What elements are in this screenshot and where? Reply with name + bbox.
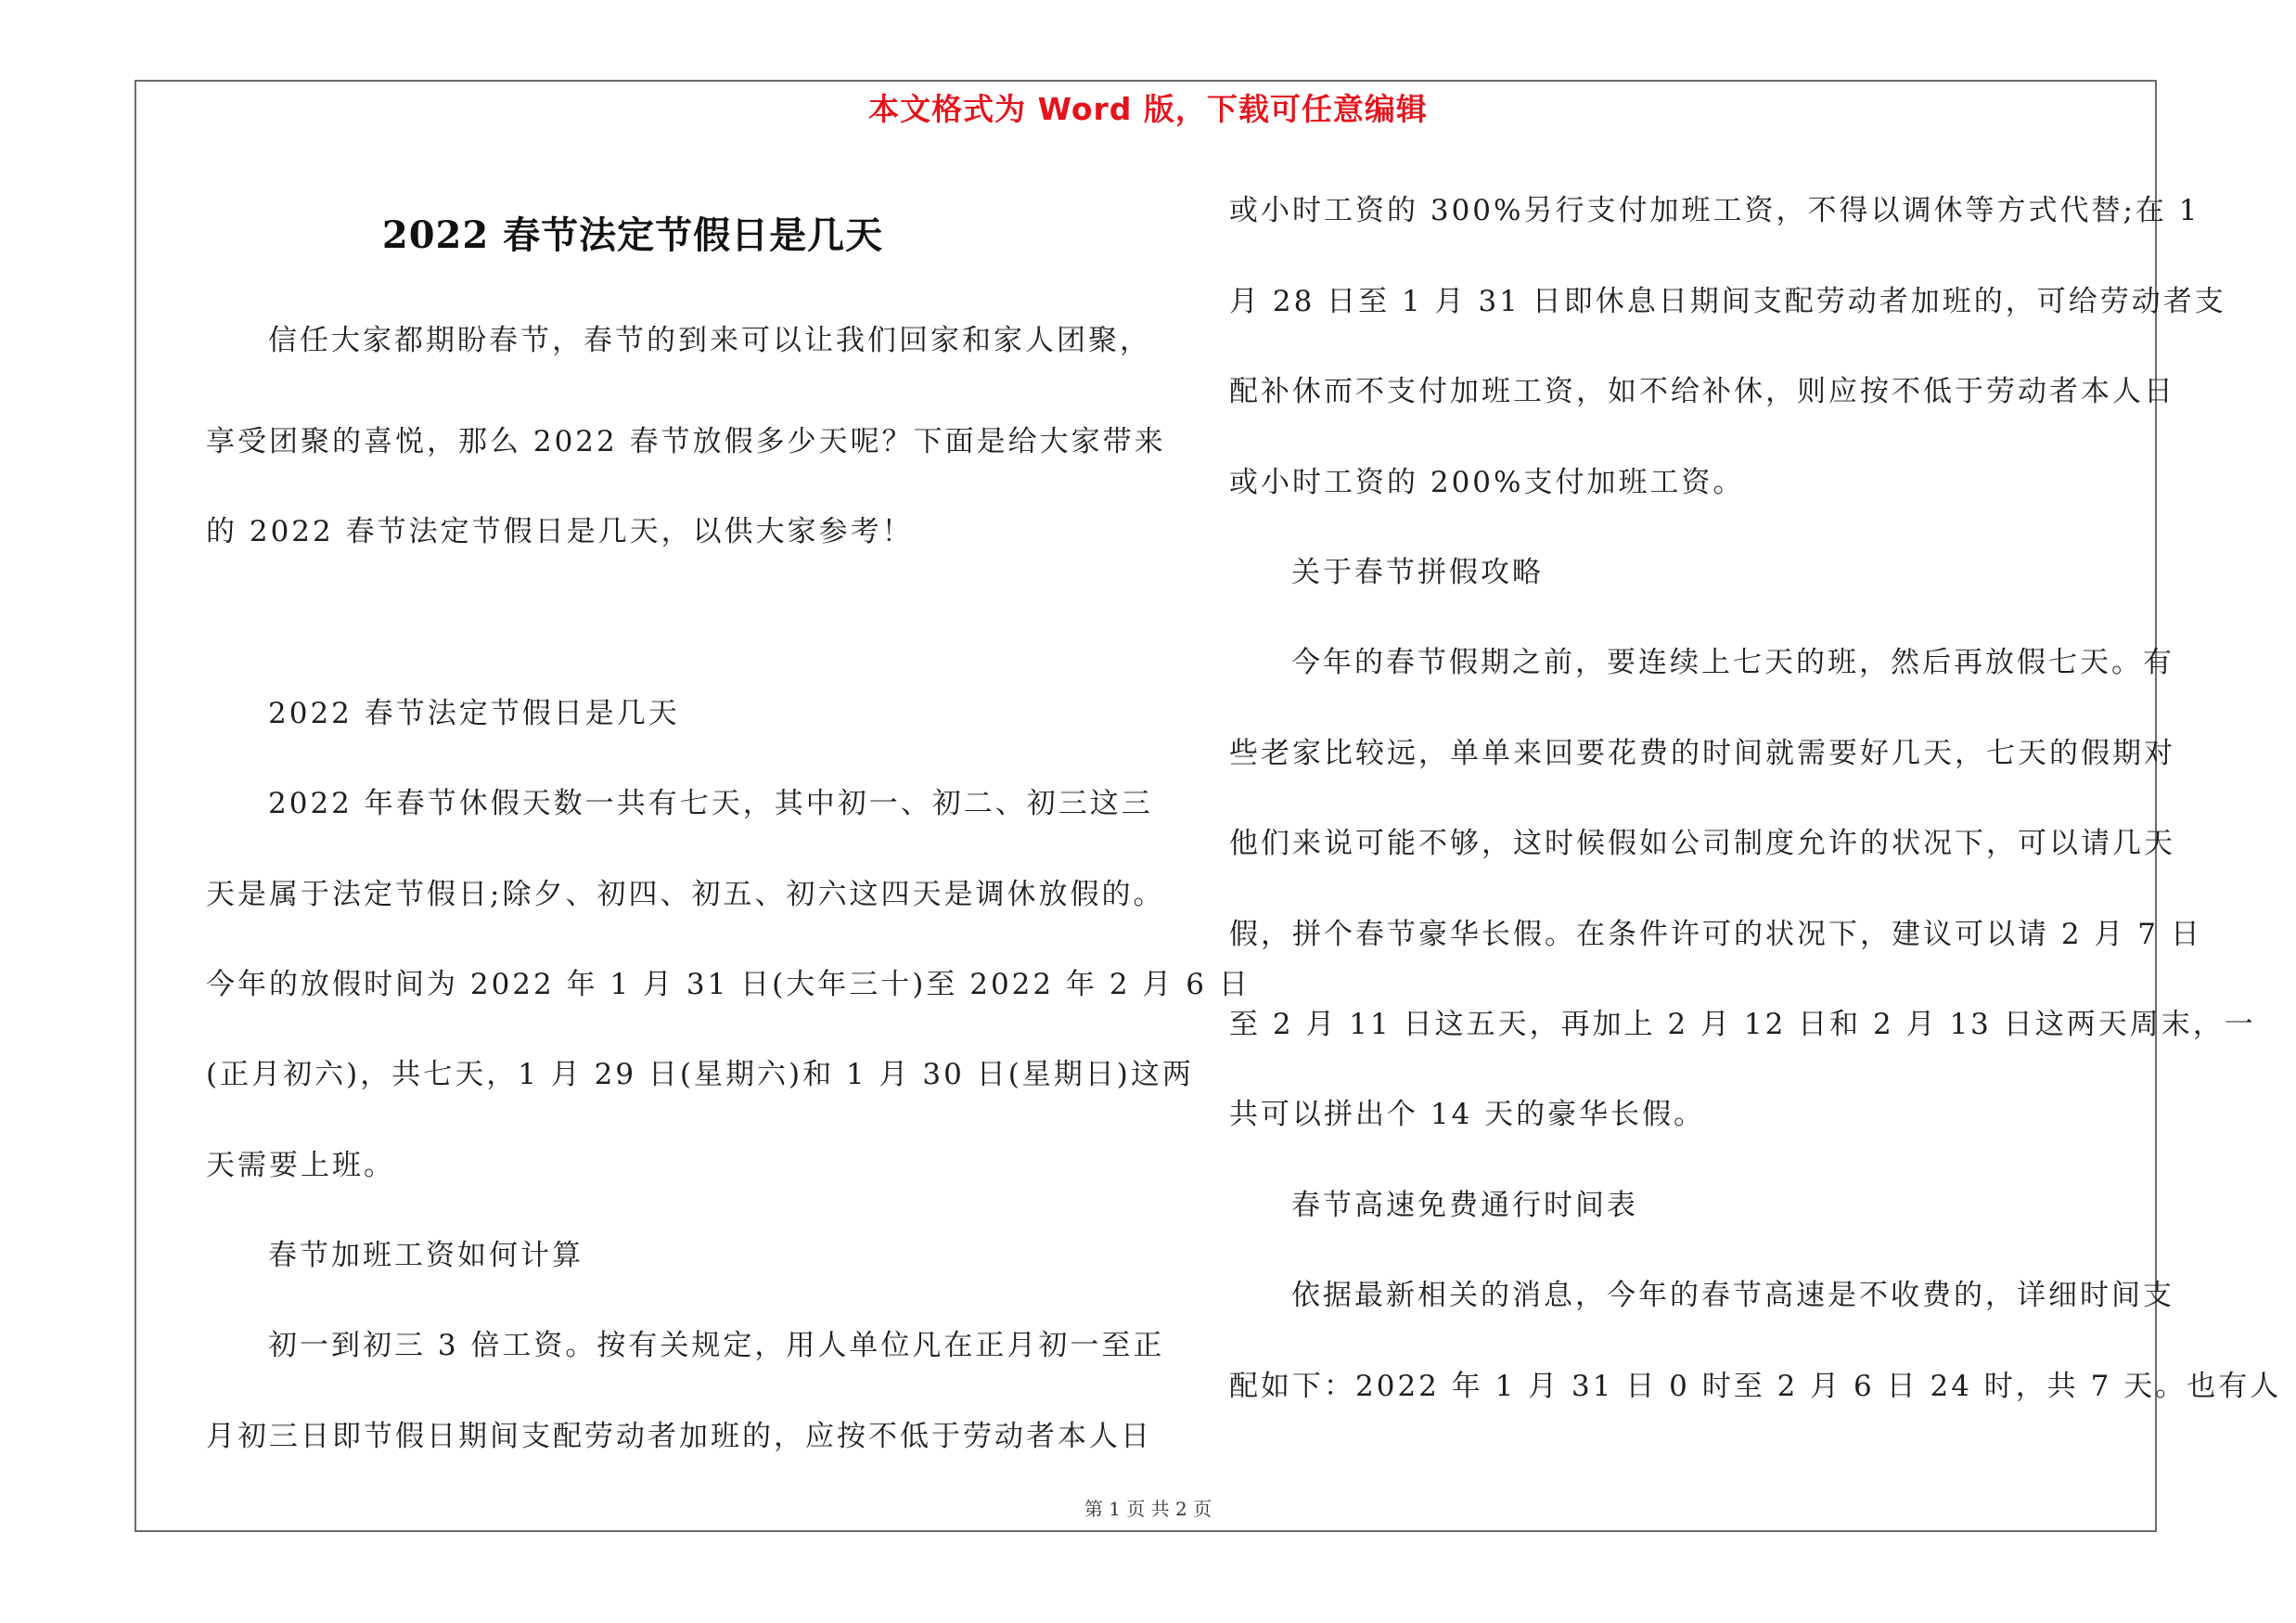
paragraph-line: 初一到初三 3 倍工资。按有关规定，用人单位凡在正月初一至正 (268, 1329, 1165, 1362)
paragraph-line: 2022 年春节休假天数一共有七天，其中初一、初二、初三这三 (268, 787, 1153, 820)
paragraph-line: 的 2022 春节法定节假日是几天，以供大家参考！ (206, 515, 914, 548)
section-heading: 2022 春节法定节假日是几天 (268, 697, 680, 730)
paragraph-line: 至 2 月 11 日这五天，再加上 2 月 12 日和 2 月 13 日这两天周末，一 (1229, 1008, 2256, 1041)
paragraph-line: 些老家比较远，单单来回要花费的时间就需要好几天，七天的假期对 (1229, 737, 2175, 770)
section-heading: 春节高速免费通行时间表 (1291, 1189, 1638, 1222)
paragraph-line: 信任大家都期盼春节，春节的到来可以让我们回家和家人团聚， (268, 324, 1151, 357)
paragraph-line: 月 28 日至 1 月 31 日即休息日期间支配劳动者加班的，可给劳动者支 (1229, 285, 2226, 318)
paragraph-line: 配如下：2022 年 1 月 31 日 0 时至 2 月 6 日 24 时，共 7 天。也有人 (1229, 1370, 2282, 1403)
document-title: 2022 春节法定节假日是几天 (381, 213, 884, 257)
paragraph-line: 今年的春节假期之前，要连续上七天的班，然后再放假七天。有 (1291, 646, 2174, 679)
paragraph-line: (正月初六)，共七天，1 月 29 日(星期六)和 1 月 30 日(星期日)这两 (206, 1058, 1194, 1091)
paragraph-line: 或小时工资的 200%支付加班工资。 (1229, 466, 1745, 499)
paragraph-line: 配补休而不支付加班工资，如不给补休，则应按不低于劳动者本人日 (1229, 375, 2175, 408)
section-heading: 春节加班工资如何计算 (268, 1239, 584, 1272)
paragraph-line: 今年的放假时间为 2022 年 1 月 31 日(大年三十)至 2022 年 2 月 6 日 (206, 968, 1251, 1001)
paragraph-line: 月初三日即节假日期间支配劳动者加班的，应按不低于劳动者本人日 (206, 1420, 1152, 1453)
word-format-banner: 本文格式为 Word 版，下载可任意编辑 (868, 91, 1428, 127)
paragraph-line: 或小时工资的 300%另行支付加班工资，不得以调休等方式代替;在 1 (1229, 194, 2200, 227)
paragraph-line: 享受团聚的喜悦，那么 2022 春节放假多少天呢？下面是给大家带来 (206, 425, 1166, 458)
paragraph-line: 天需要上班。 (206, 1149, 395, 1182)
paragraph-line: 依据最新相关的消息，今年的春节高速是不收费的，详细时间支 (1291, 1279, 2174, 1312)
paragraph-line: 天是属于法定节假日;除夕、初四、初五、初六这四天是调休放假的。 (206, 878, 1165, 911)
section-heading: 关于春节拼假攻略 (1291, 556, 1544, 589)
paragraph-line: 假，拼个春节豪华长假。在条件许可的状况下，建议可以请 2 月 7 日 (1229, 918, 2202, 951)
paragraph-line: 他们来说可能不够，这时候假如公司制度允许的状况下，可以请几天 (1229, 827, 2175, 860)
page-number-footer: 第 1 页 共 2 页 (1084, 1498, 1212, 1520)
paragraph-line: 共可以拼出个 14 天的豪华长假。 (1229, 1098, 1706, 1131)
